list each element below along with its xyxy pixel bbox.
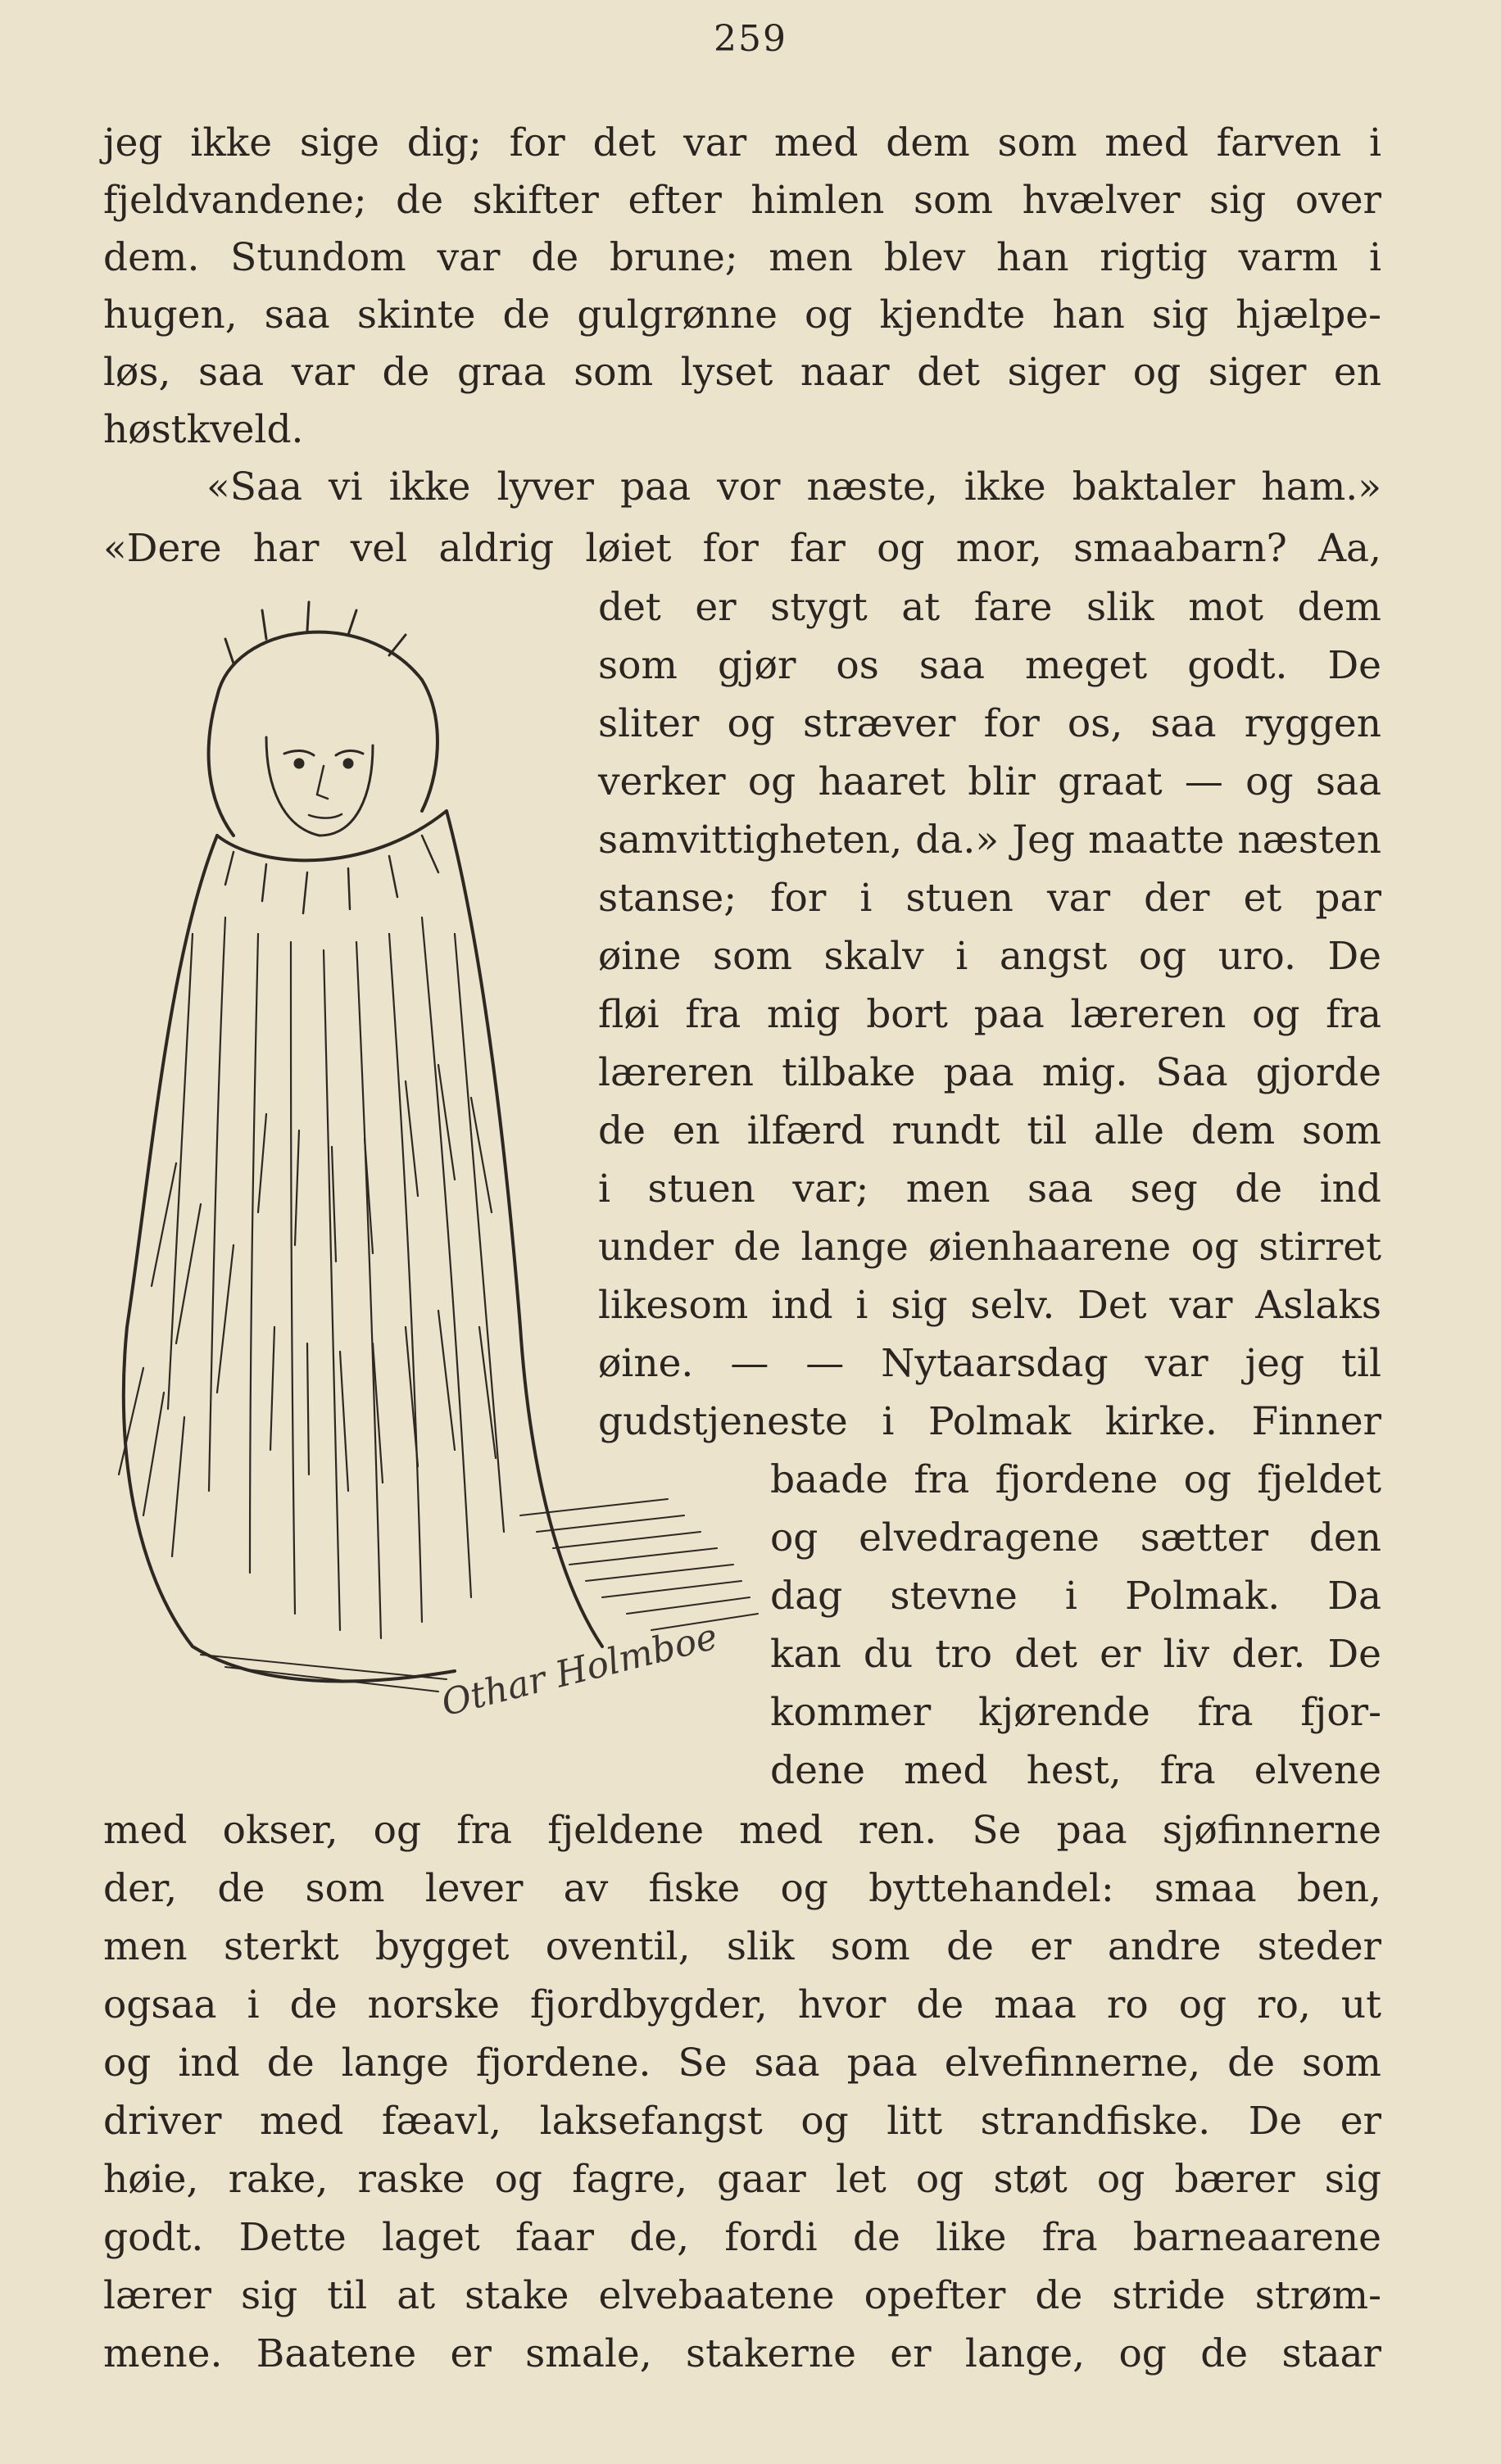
text-line: jeg ikke sige dig; for det var med dem som med farven i: [103, 120, 1381, 165]
text-line: verker og haaret blir graat — og saa: [598, 759, 1381, 804]
text-line: dene med hest, fra elvene: [770, 1748, 1381, 1793]
text-line: baade fra fjordene og fjeldet: [770, 1457, 1381, 1502]
text-line: dag stevne i Polmak. Da: [770, 1574, 1381, 1619]
text-line: dem. Stundom var de brune; men blev han rigtig varm i: [103, 235, 1381, 280]
text-line: øine. — — Nytaarsdag var jeg til: [598, 1341, 1381, 1386]
text-line: godt. Dette laget faar de, fordi de like fra barneaarene: [103, 2215, 1381, 2260]
text-line: fløi fra mig bort paa læreren og fra: [598, 992, 1381, 1037]
text-line: lærer sig til at stake elvebaatene opefter de stride strøm-: [103, 2273, 1381, 2318]
text-line: likesom ind i sig selv. Det var Aslaks: [598, 1283, 1381, 1328]
text-line: hugen, saa skinte de gulgrønne og kjendte han sig hjælpe-: [103, 292, 1381, 337]
text-line: gudstjeneste i Polmak kirke. Finner: [598, 1399, 1381, 1444]
text-line: og elvedragene sætter den: [770, 1515, 1381, 1560]
text-line: de en ilfærd rundt til alle dem som: [598, 1108, 1381, 1153]
illustration-signature: Othar Holmboe: [437, 1615, 722, 1725]
text-line: det er stygt at fare slik mot dem: [598, 585, 1381, 630]
text-line: kommer kjørende fra fjor-: [770, 1690, 1381, 1735]
text-line: i stuen var; men saa seg de ind: [598, 1166, 1381, 1212]
text-line: fjeldvandene; de skifter efter himlen som hvælver sig over: [103, 178, 1381, 223]
text-line: læreren tilbake paa mig. Saa gjorde: [598, 1050, 1381, 1095]
text-line: høstkveld.: [103, 407, 304, 452]
text-line: stanse; for i stuen var der et par: [598, 876, 1381, 921]
text-line: «Saa vi ikke lyver paa vor næste, ikke baktaler ham.»: [206, 464, 1381, 510]
text-line: under de lange øienhaarene og stirret: [598, 1225, 1381, 1270]
text-line: øine som skalv i angst og uro. De: [598, 934, 1381, 979]
text-line: men sterkt bygget oventil, slik som de er andre steder: [103, 1924, 1381, 1969]
text-line: og ind de lange fjordene. Se saa paa elvefinnerne, de som: [103, 2040, 1381, 2086]
text-line: kan du tro det er liv der. De: [770, 1632, 1381, 1677]
text-line: der, de som lever av fiske og byttehandel: smaa ben,: [103, 1866, 1381, 1911]
text-line: mene. Baatene er smale, stakerne er lange, og de staar: [103, 2331, 1381, 2376]
text-line: som gjør os saa meget godt. De: [598, 643, 1381, 688]
text-line: med okser, og fra fjeldene med ren. Se paa sjøfinnerne: [103, 1808, 1381, 1853]
text-line: ogsaa i de norske fjordbygder, hvor de maa ro og ro, ut: [103, 1982, 1381, 2027]
text-line: høie, rake, raske og fagre, gaar let og støt og bærer sig: [103, 2157, 1381, 2202]
text-line: «Dere har vel aldrig løiet for far og mor, smaabarn? Aa,: [103, 526, 1381, 571]
text-line: sliter og stræver for os, saa ryggen: [598, 701, 1381, 746]
page-number: 259: [714, 18, 787, 60]
text-line: samvittigheten, da.» Jeg maatte næsten: [598, 818, 1381, 863]
text-line: løs, saa var de graa som lyset naar det siger og siger en: [103, 350, 1381, 395]
text-line: driver med fæavl, laksefangst og litt strandfiske. De er: [103, 2099, 1381, 2144]
